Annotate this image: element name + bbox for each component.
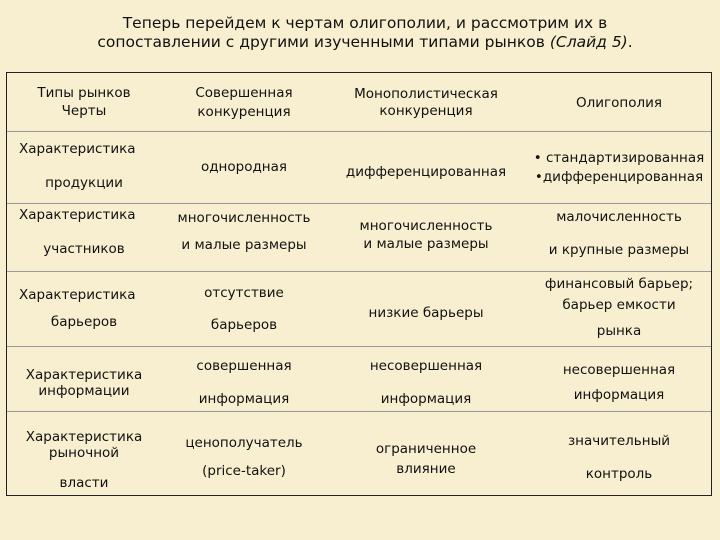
cell-oligopoly-market-power <box>525 411 713 497</box>
row-label-information <box>7 346 161 411</box>
cell-text-line2: и крупные размеры <box>548 242 690 258</box>
cell-perfect-product <box>161 131 327 203</box>
cell-monopolistic-participants <box>327 203 525 271</box>
cell-text-line1: ограниченное <box>375 441 477 457</box>
header-cell-monopolistic-competition <box>327 73 525 131</box>
cell-text-line2: и малые размеры <box>363 236 489 252</box>
header-cell-market-types <box>7 73 161 131</box>
row-label-product <box>7 131 161 203</box>
cell-text-line1: многочисленность <box>177 210 311 226</box>
table-row-market-power <box>7 411 711 497</box>
cell-oligopoly-product <box>525 131 713 203</box>
header-features-label: Черты <box>61 103 107 119</box>
cell-text-line2: барьер емкости <box>562 297 676 313</box>
table-row-participants <box>7 203 711 271</box>
cell-text-line1: ценополучатель <box>185 435 303 451</box>
row-label-line2: барьеров <box>50 314 118 330</box>
cell-perfect-barriers <box>161 271 327 346</box>
cell-text-line2: (price-taker) <box>202 463 286 479</box>
cell-text-line1: значительный <box>567 433 671 449</box>
slide-title <box>40 14 690 52</box>
row-label-line3: власти <box>59 475 109 491</box>
title-period: . <box>627 33 633 51</box>
cell-text-line2: информация <box>380 391 472 407</box>
cell-text-line1: несовершенная <box>369 358 483 374</box>
header-market-types-label: Типы рынков <box>37 85 131 101</box>
cell-text-line2: информация <box>573 387 665 403</box>
cell-text-line1: несовершенная <box>562 362 676 378</box>
row-label-line1: Характеристика <box>19 141 136 157</box>
cell-text-line2: информация <box>198 391 290 407</box>
header-monopolistic-line2: конкуренция <box>379 103 473 119</box>
cell-oligopoly-participants <box>525 203 713 271</box>
cell-text-line2: и малые размеры <box>181 237 307 253</box>
header-perfect-line2: конкуренция <box>197 104 291 120</box>
cell-text: низкие барьеры <box>368 305 484 321</box>
row-label-line1: Характеристика <box>25 429 143 445</box>
cell-perfect-market-power <box>161 411 327 497</box>
table-row-barriers <box>7 271 711 346</box>
table-row-product <box>7 131 711 203</box>
cell-text-line2: •дифференцированная <box>534 169 704 185</box>
title-line-1: Теперь перейдем к чертам олигополии, и рассмотрим их в <box>122 14 608 32</box>
cell-text-line3: рынка <box>596 323 642 339</box>
comparison-table <box>6 72 712 496</box>
row-label-line1: Характеристика <box>19 207 136 223</box>
table-header-row <box>7 73 711 131</box>
cell-oligopoly-information <box>525 346 713 411</box>
row-label-market-power <box>7 411 161 497</box>
cell-text-line1: многочисленность <box>359 218 493 234</box>
cell-text-line1: отсутствие <box>204 285 284 301</box>
row-label-participants <box>7 203 161 271</box>
row-label-line2: информации <box>38 383 130 399</box>
cell-text-line1: совершенная <box>196 358 292 374</box>
cell-text: дифференцированная <box>345 164 507 180</box>
cell-text-line2: влияние <box>396 461 456 477</box>
header-perfect-line1: Совершенная <box>195 85 293 101</box>
slide-reference: (Слайд 5) <box>549 33 628 51</box>
cell-oligopoly-barriers <box>525 271 713 346</box>
title-line-2-main: сопоставлении с другими изученными типами рынков <box>97 33 545 51</box>
header-oligopoly-label: Олигополия <box>576 95 662 111</box>
cell-text-line2: контроль <box>585 466 653 482</box>
cell-monopolistic-barriers <box>327 271 525 346</box>
title-line-2 <box>40 33 690 52</box>
cell-monopolistic-information <box>327 346 525 411</box>
row-label-line1: Характеристика <box>19 287 136 303</box>
row-label-line1: Характеристика <box>25 367 143 383</box>
row-label-line2: участников <box>43 241 125 257</box>
row-label-line2: рыночной <box>48 445 120 461</box>
cell-text-line1: • стандартизированная <box>533 150 705 166</box>
header-cell-oligopoly <box>525 73 713 131</box>
cell-perfect-participants <box>161 203 327 271</box>
cell-perfect-information <box>161 346 327 411</box>
header-monopolistic-line1: Монополистическая <box>354 86 498 102</box>
cell-monopolistic-product <box>327 131 525 203</box>
header-cell-perfect-competition <box>161 73 327 131</box>
cell-text-line2: барьеров <box>210 317 278 333</box>
row-label-barriers <box>7 271 161 346</box>
cell-text: однородная <box>200 159 288 175</box>
row-label-line2: продукции <box>45 175 123 191</box>
cell-text-line1: малочисленность <box>556 209 682 225</box>
table-row-information <box>7 346 711 411</box>
cell-text-line1: финансовый барьер; <box>544 276 694 292</box>
cell-monopolistic-market-power <box>327 411 525 497</box>
